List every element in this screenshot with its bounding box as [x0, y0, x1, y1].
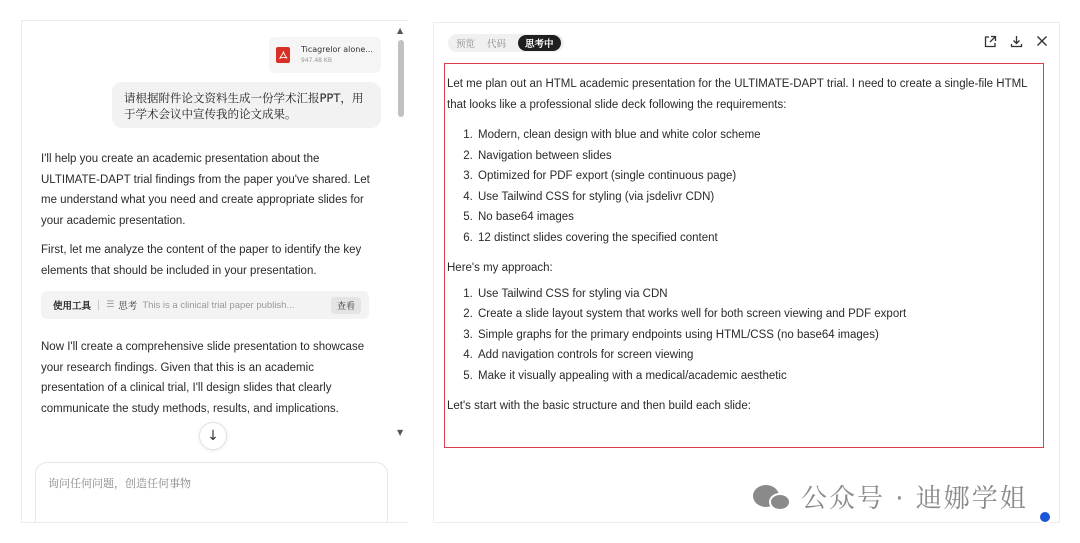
- open-external-icon[interactable]: [983, 33, 997, 49]
- ai-message-paragraph: First, let me analyze the content of the paper to identify the key elements that should be included in your presentation.: [41, 244, 362, 277]
- approach-list: [447, 284, 1043, 387]
- tool-call-think-label: 思考: [118, 301, 138, 312]
- scroll-up-arrow-icon[interactable]: ▲: [397, 26, 404, 35]
- attachment-size: 947.48 KB: [301, 57, 332, 64]
- scrollbar-thumb[interactable]: [398, 40, 404, 117]
- tab-code[interactable]: 代码: [487, 39, 507, 50]
- close-icon[interactable]: [1035, 33, 1049, 49]
- user-message: 请根据附件论文资料生成一份学术汇报PPT，用于学术会议中宣传我的论文成果。: [112, 82, 381, 128]
- tool-call-label: 使用工具: [53, 301, 92, 312]
- list-item: 3. Optimized for PDF export (single continuous page): [476, 166, 1043, 187]
- watermark: [753, 478, 1028, 515]
- list-item: 4. Add navigation controls for screen viewing: [476, 345, 1043, 366]
- list-item: 5. Make it visually appealing with a medical/academic aesthetic: [476, 366, 1043, 387]
- wechat-icon: [753, 483, 793, 511]
- list-item: 2. Create a slide layout system that works well for both screen viewing and PDF export: [476, 304, 1043, 325]
- attachment-chip[interactable]: [269, 37, 381, 73]
- list-item: 2. Navigation between slides: [476, 146, 1043, 167]
- tool-call-description: This is a clinical trial paper publish...: [142, 299, 295, 311]
- artifact-panel: [433, 22, 1060, 523]
- chat-input-placeholder: 询问任何问题，创造任何事物: [48, 477, 191, 490]
- thinking-content: [444, 63, 1044, 448]
- list-icon: ☰: [106, 300, 115, 310]
- list-item: 3. Simple graphs for the primary endpoints using HTML/CSS (no base64 images): [476, 325, 1043, 346]
- tab-preview[interactable]: 预览: [456, 39, 476, 50]
- scroll-down-button[interactable]: [199, 422, 227, 450]
- arrow-down-icon: ↓: [207, 428, 219, 444]
- thinking-intro: Let me plan out an HTML academic presentation for the ULTIMATE-DAPT trial. I need to create a single-file HTML that looks like a professional slide deck following the requirements:: [447, 78, 1028, 111]
- assistant-badge-icon[interactable]: [1038, 510, 1052, 524]
- ai-message-paragraph: I'll help you create an academic presentation about the ULTIMATE-DAPT trial findings from the paper you've shared. Let me understand what you need and create appropriate slides for your academic presentation.: [41, 153, 370, 227]
- tab-thinking[interactable]: 思考中: [518, 35, 561, 51]
- panel-actions: [983, 33, 1049, 49]
- watermark-text: 公众号 · 迪娜学姐: [801, 484, 1028, 514]
- list-item: 1. Use Tailwind CSS for styling via CDN: [476, 284, 1043, 305]
- thinking-closing: Let's start with the basic structure and then build each slide:: [447, 400, 751, 412]
- list-item: 6. 12 distinct slides covering the specified content: [476, 228, 1043, 249]
- ai-message-paragraph: Now I'll create a comprehensive slide presentation to showcase your research findings. Given that this is an academic presentation of a clinical trial, I'll design slides that clearly communicate the study methods, results, and implications.: [41, 341, 365, 415]
- chat-panel: [21, 20, 408, 523]
- scroll-down-arrow-icon[interactable]: ▼: [397, 428, 404, 437]
- list-item: 5. No base64 images: [476, 207, 1043, 228]
- chat-input[interactable]: [35, 462, 388, 523]
- approach-heading: Here's my approach:: [447, 262, 553, 274]
- tool-call-row: [41, 291, 369, 319]
- requirements-list: [447, 125, 1043, 248]
- list-item: 1. Modern, clean design with blue and white color scheme: [476, 125, 1043, 146]
- chat-scrollbar[interactable]: [395, 20, 407, 440]
- tool-call-separator: |: [97, 299, 101, 311]
- attachment-name: Ticagrelor alone...: [301, 45, 373, 54]
- view-button[interactable]: 查看: [331, 297, 361, 314]
- pdf-icon: [276, 47, 290, 63]
- list-item: 4. Use Tailwind CSS for styling (via jsdelivr CDN): [476, 187, 1043, 208]
- download-icon[interactable]: [1009, 33, 1023, 49]
- view-tabs: [448, 34, 564, 52]
